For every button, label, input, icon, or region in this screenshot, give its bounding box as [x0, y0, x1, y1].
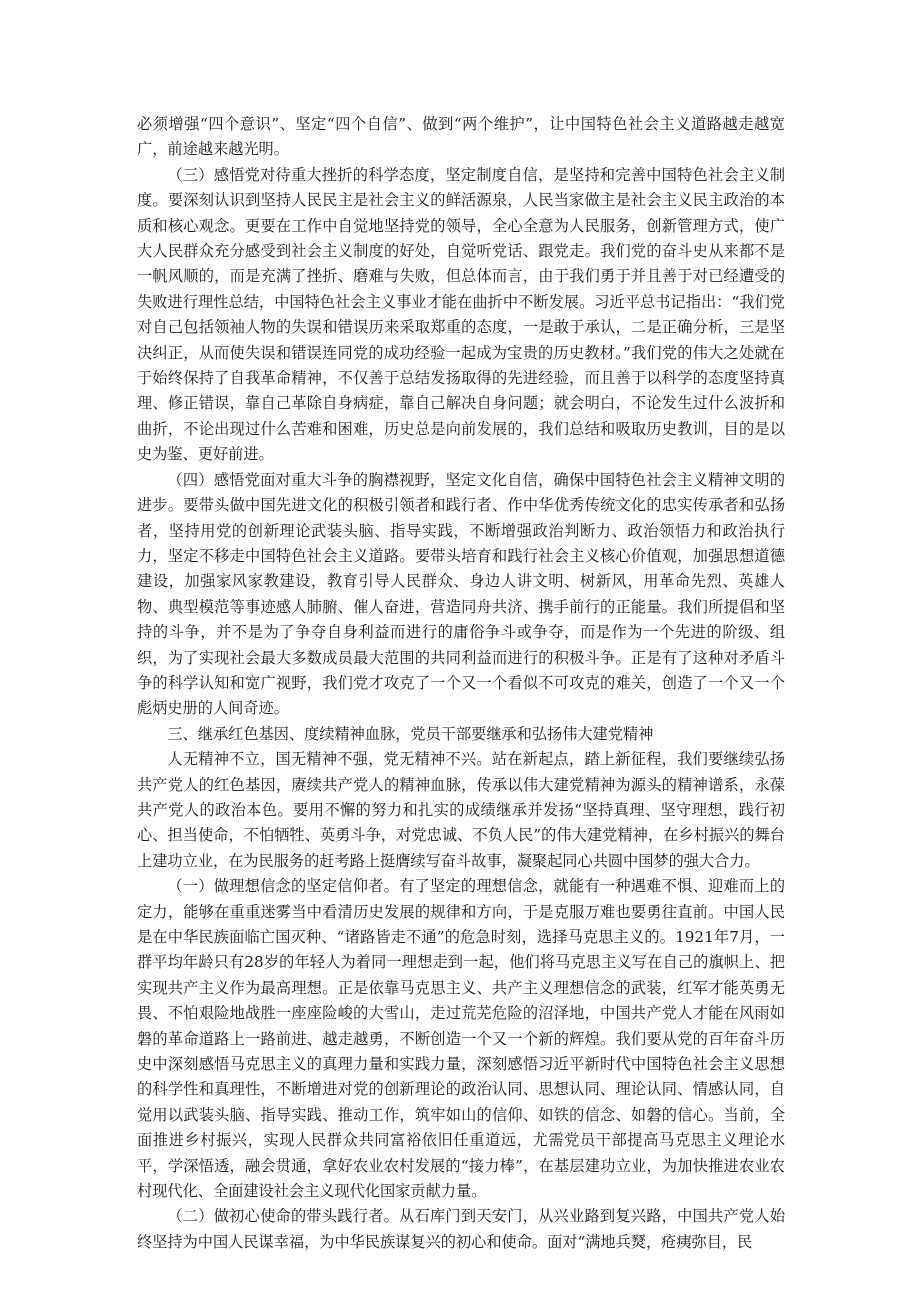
- document-page: [137, 112, 785, 1255]
- paragraph-subsection-1: （一）做理想信念的坚定信仰者。有了坚定的理想信念，就能有一种遇难不惧、迎难而上的定力，能够在重重迷雾当中看清历史发展的规律和方向，于是克服万难也要勇往直前。中国人民是在中华民族面临亡国灭种、“诸路皆走不通”的危急时刻，选择马克思主义的。1921年7月，一群平均年龄只有28岁的年轻人为着同一理想走到一起，他们将马克思主义写在自己的旗帜上、把实现共产主义作为最高理想。正是依靠马克思主义、共产主义理想信念的武装，红军才能英勇无畏、不怕艰险地战胜一座座险峻的大雪山，走过荒芜危险的沼泽地，中国共产党人才能在风雨如磐的革命道路上一路前进、越走越勇，不断创造一个又一个新的辉煌。我们要从党的百年奋斗历史中深刻感悟马克思主义的真理力量和实践力量，深刻感悟习近平新时代中国特色社会主义思想的科学性和真理性，不断增进对党的创新理论的政治认同、思想认同、理论认同、情感认同，自觉用以武装头脑、指导实践、推动工作，筑牢如山的信仰、如铁的信念、如磐的信心。当前，全面推进乡村振兴，实现人民群众共同富裕依旧任重道远，尤需党员干部提高马克思主义理论水平，学深悟透，融会贯通，拿好农业农村发展的“接力棒”，在基层建功立业，为加快推进农业农村现代化、全面建设社会主义现代化国家贡献力量。: [137, 877, 785, 1201]
- paragraph-section-4: （四）感悟党面对重大斗争的胸襟视野，坚定文化自信，确保中国特色社会主义精神文明的进步。要带头做中国先进文化的积极引领者和践行者、作中华优秀传统文化的忠实传承者和弘扬者，坚持用党的创新理论武装头脑、指导实践，不断增强政治判断力、政治领悟力和政治执行力，坚定不移走中国特色社会主义道路。要带头培育和践行社会主义核心价值观，加强思想道德建设，加强家风家教建设，教育引导人民群众、身边人讲文明、树新风，用革命先烈、英雄人物、典型模范等事迹感人肺腑、催人奋进，营造同舟共济、携手前行的正能量。我们所提倡和坚持的斗争，并不是为了争夺自身利益而进行的庸俗争斗或争夺，而是作为一个先进的阶级、组织，为了实现社会最大多数成员最大范围的共同利益而进行的积极斗争。正是有了这种对矛盾斗争的科学认知和宽广视野，我们党才攻克了一个又一个看似不可攻克的难关，创造了一个又一个彪炳史册的人间奇迹。: [137, 470, 785, 718]
- paragraph-continuation: 必须增强“四个意识”、坚定“四个自信”、做到“两个维护”，让中国特色社会主义道路越走越宽广，前途越来越光明。: [137, 115, 785, 159]
- paragraph-section-3: （三）感悟党对待重大挫折的科学态度，坚定制度自信，是坚持和完善中国特色社会主义制度。要深刻认识到坚持人民民主是社会主义的鲜活源泉，人民当家做主是社会主义民主政治的本质和核心观念。更要在工作中自觉地坚持党的领导，全心全意为人民服务，创新管理方式，使广大人民群众充分感受到社会主义制度的好处，自觉听党话、跟党走。我们党的奋斗史从来都不是一帆风顺的，而是充满了挫折、磨难与失败，但总体而言，由于我们勇于并且善于对已经遭受的失败进行理性总结，中国特色社会主义事业才能在曲折中不断发展。习近平总书记指出：“我们党对自己包括领袖人物的失误和错误历来采取郑重的态度，一是敢于承认，二是正确分析，三是坚决纠正，从而使失误和错误连同党的成功经验一起成为宝贵的历史教材。”我们党的伟大之处就在于始终保持了自我革命精神，不仅善于总结发扬取得的先进经验，而且善于以科学的态度坚持真理、修正错误，靠自己革除自身病症，靠自己解决自身问题；就会明白，不论发生过什么波折和曲折，不论出现过什么苦难和困难，历史总是向前发展的，我们总结和吸取历史教训，目的是以史为鉴、更好前进。: [137, 165, 785, 464]
- section-heading-3: 三、继承红色基因、度续精神血脉，党员干部要继承和弘扬伟大建党精神: [167, 724, 654, 743]
- paragraph-intro-spirit: 人无精神不立，国无精神不强，党无精神不兴。站在新起点，踏上新征程，我们要继续弘扬共产党人的红色基因，赓续共产党人的精神血脉，传承以伟大建党精神为源头的精神谱系，永葆共产党人的政治本色。要用不懈的努力和扎实的成绩继承并发扬“坚持真理、坚守理想，践行初心、担当使命，不怕牺牲、英勇斗争，对党忠诚、不负人民”的伟大建党精神，在乡村振兴的舞台上建功立业，在为民服务的赶考路上挺膺续写奋斗故事，凝聚起同心共圆中国梦的强大合力。: [137, 750, 785, 870]
- paragraph-subsection-2: （二）做初心使命的带头践行者。从石库门到天安门，从兴业路到复兴路，中国共产党人始终坚持为中国人民谋幸福，为中华民族谋复兴的初心和使命。面对“满地兵燹，疮痍弥目，民: [137, 1207, 785, 1251]
